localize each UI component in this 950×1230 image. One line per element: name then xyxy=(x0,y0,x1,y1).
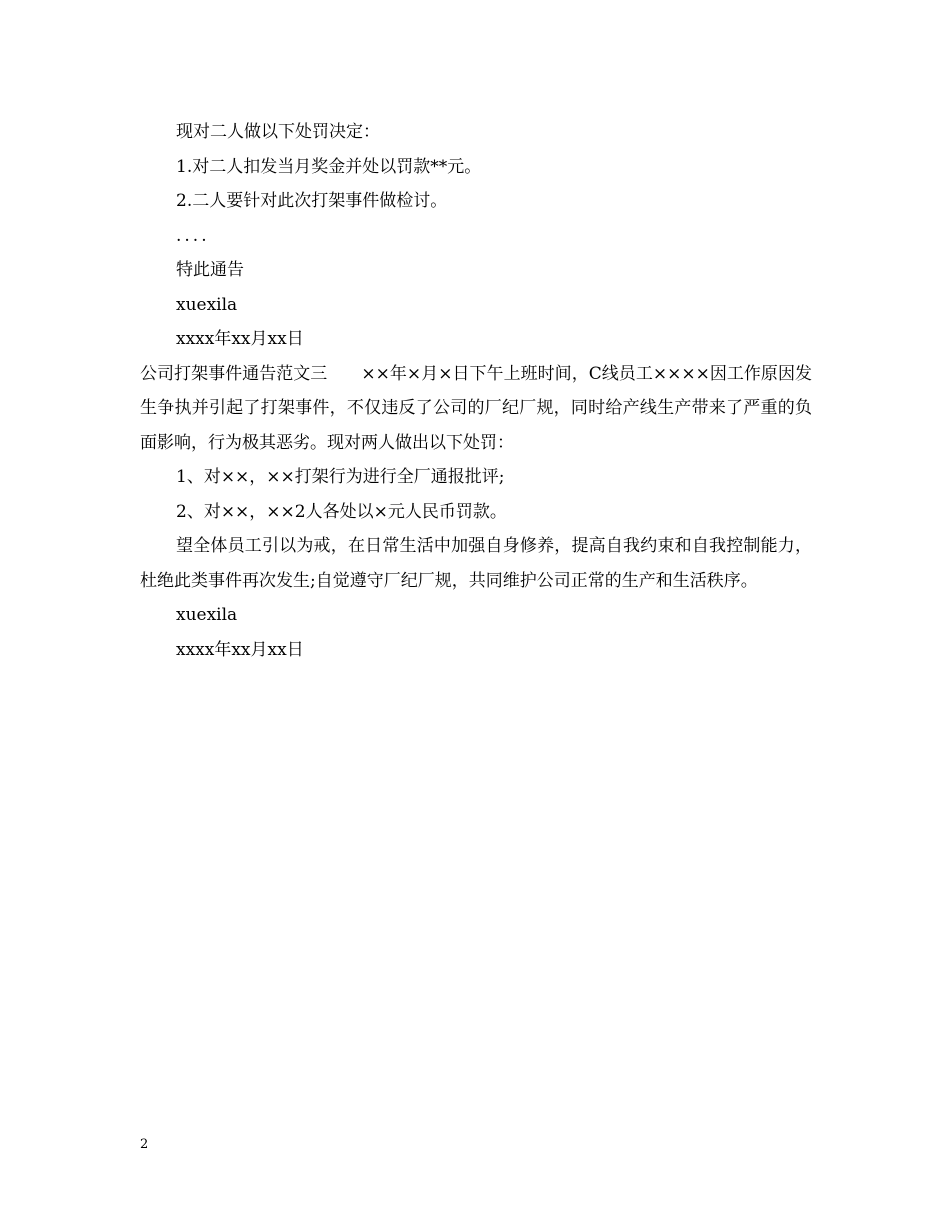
signature-date: xxxx年xx月xx日 xyxy=(176,329,304,349)
penalty-item-1-b: 1、对××，××打架行为进行全厂通报批评; xyxy=(176,467,505,487)
signature-name: xuexila xyxy=(176,294,238,315)
signature-date-b: xxxx年xx月xx日 xyxy=(176,639,304,660)
notice-sample-three-paragraph: 公司打架事件通告范文三 ××年×月×日下午上班时间，C线员工××××因工作原因发生争执并引起了打架事件，不仅违反了公司的厂纪厂规，同时给产线生产带来了严重的负面影响，行为极其恶劣。现对两人做出以下处罚： xyxy=(140,363,812,453)
penalty-item-2-b: 2、对××，××2人各处以×元人民币罚款。 xyxy=(176,501,507,522)
penalty-decision-intro: 现对二人做以下处罚决定： xyxy=(176,122,380,142)
ellipsis-line: .... xyxy=(176,225,210,246)
page-number: 2 xyxy=(140,1137,149,1152)
notice-closing: 特此通告 xyxy=(176,260,244,280)
signature-name-b: xuexila xyxy=(176,605,238,625)
penalty-item-2: 2.二人要针对此次打架事件做检讨。 xyxy=(176,191,448,211)
penalty-item-1: 1.对二人扣发当月奖金并处以罚款**元。 xyxy=(176,156,482,177)
warning-paragraph: 望全体员工引以为戒，在日常生活中加强自身修养，提高自我约束和自我控制能力，杜绝此类事件再次发生;自觉遵守厂纪厂规，共同维护公司正常的生产和生活秩序。 xyxy=(140,536,812,591)
document-body xyxy=(140,115,812,667)
